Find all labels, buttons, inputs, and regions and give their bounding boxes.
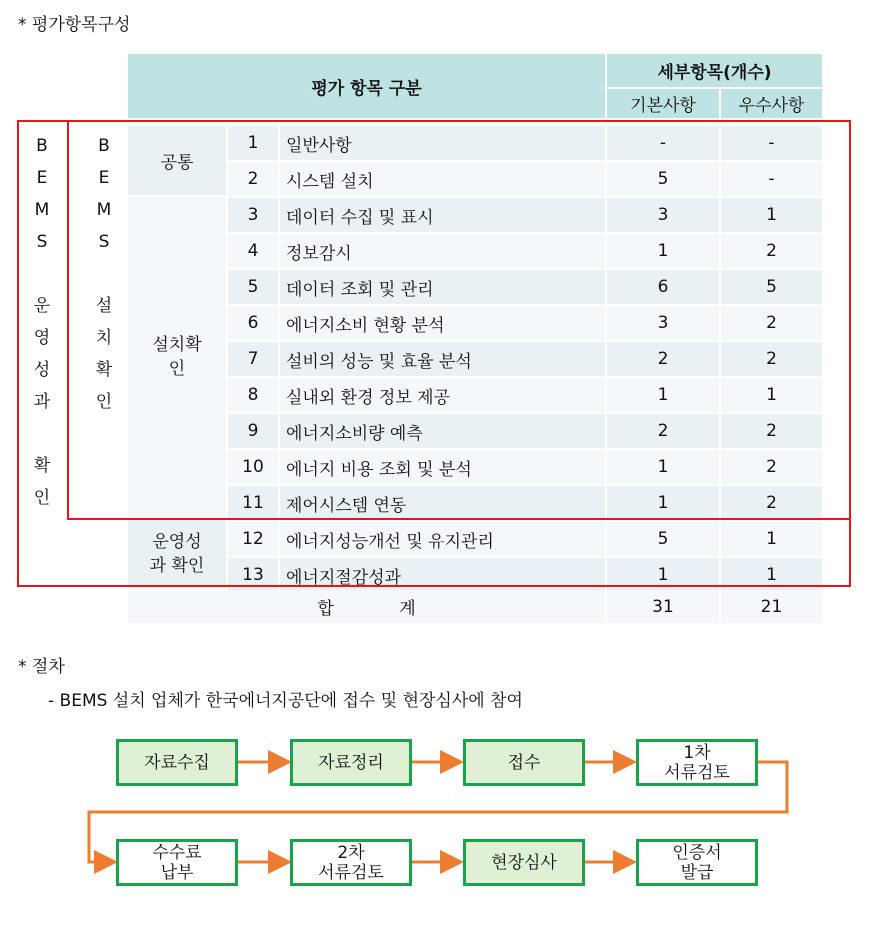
group_inner-char: M <box>96 200 112 220</box>
step-certificate-issue <box>636 839 758 886</box>
group_outer-char: 성 <box>33 360 51 380</box>
row-item: 에너지성능개선 및 유지관리 <box>280 522 605 556</box>
row-number: 1 <box>228 126 278 160</box>
header-basic: 기본사항 <box>607 89 719 118</box>
step-data-collection <box>116 739 238 786</box>
step-certificate-issue-line1: 인증서 <box>672 842 722 863</box>
row-excellent-count: - <box>721 126 822 160</box>
total-label: 합 계 <box>128 590 605 623</box>
row-item: 실내외 환경 정보 제공 <box>280 378 605 412</box>
row-basic-count: 1 <box>607 558 719 592</box>
header-excellent: 우수사항 <box>721 89 822 118</box>
row-excellent-count: 2 <box>721 234 822 268</box>
category-install-line2: 인 <box>168 359 186 379</box>
row-excellent-count: 1 <box>721 558 822 592</box>
row-excellent-count: 2 <box>721 450 822 484</box>
row-number: 3 <box>228 198 278 232</box>
row-item: 정보감시 <box>280 234 605 268</box>
step-fee-payment-line2: 납부 <box>160 862 194 883</box>
step-fee-payment <box>116 839 238 886</box>
row-excellent-count: 2 <box>721 342 822 376</box>
row-number: 4 <box>228 234 278 268</box>
row-excellent-count: 1 <box>721 522 822 556</box>
group_outer-char: 영 <box>33 328 51 348</box>
row-basic-count: 3 <box>607 306 719 340</box>
row-basic-count: 6 <box>607 270 719 304</box>
row-item: 제어시스템 연동 <box>280 486 605 520</box>
row-number: 8 <box>228 378 278 412</box>
group_inner-char: 설 <box>95 296 113 316</box>
row-number: 10 <box>228 450 278 484</box>
row-number: 2 <box>228 162 278 196</box>
procedure-heading: * 절차 <box>18 657 65 677</box>
row-item: 에너지소비량 예측 <box>280 414 605 448</box>
step-first-review-line2: 서류검토 <box>664 762 730 783</box>
eval-heading: * 평가항목구성 <box>18 15 131 35</box>
row-basic-count: 1 <box>607 234 719 268</box>
row-excellent-count: 2 <box>721 414 822 448</box>
row-basic-count: 5 <box>607 162 719 196</box>
row-item: 데이터 조회 및 관리 <box>280 270 605 304</box>
row-basic-count: 1 <box>607 378 719 412</box>
row-excellent-count: - <box>721 162 822 196</box>
row-number: 9 <box>228 414 278 448</box>
row-item: 에너지절감성과 <box>280 558 605 592</box>
step-certificate-issue-line2: 발급 <box>680 862 714 883</box>
category-operation-line1: 운영성 <box>152 531 202 552</box>
row-number: 12 <box>228 522 278 556</box>
row-excellent-count: 5 <box>721 270 822 304</box>
group_outer-char: 과 <box>33 392 51 412</box>
row-basic-count: - <box>607 126 719 160</box>
group_inner-char: E <box>98 168 110 188</box>
group_inner-char: S <box>98 232 110 252</box>
row-number: 5 <box>228 270 278 304</box>
total-excellent: 21 <box>721 590 822 623</box>
row-item: 에너지 비용 조회 및 분석 <box>280 450 605 484</box>
step-submission-label: 접수 <box>507 752 541 773</box>
step-data-organize <box>290 739 412 786</box>
group_outer-char: 운 <box>33 296 51 316</box>
step-data-organize-label: 자료정리 <box>318 752 384 773</box>
row-item: 시스템 설치 <box>280 162 605 196</box>
step-second-review <box>290 839 412 886</box>
step-first-review <box>636 739 758 786</box>
row-item: 일반사항 <box>280 126 605 160</box>
row-excellent-count: 1 <box>721 198 822 232</box>
row-number: 11 <box>228 486 278 520</box>
row-number: 13 <box>228 558 278 592</box>
row-basic-count: 1 <box>607 450 719 484</box>
step-data-collection-label: 자료수집 <box>144 752 210 773</box>
group_inner-char: 치 <box>95 328 113 348</box>
step-submission <box>463 739 585 786</box>
row-basic-count: 5 <box>607 522 719 556</box>
category-operation-line2: 과 확인 <box>149 555 205 576</box>
group_outer-char: 인 <box>33 488 51 508</box>
procedure-note: - BEMS 설치 업체가 한국에너지공단에 접수 및 현장심사에 참여 <box>48 691 523 711</box>
group_inner-char: 인 <box>95 392 113 412</box>
row-basic-count: 2 <box>607 414 719 448</box>
header-detail-count: 세부항목(개수) <box>607 54 822 87</box>
category-install-line1: 설치확 <box>152 335 202 355</box>
row-excellent-count: 2 <box>721 486 822 520</box>
step-second-review-line2: 서류검토 <box>318 862 384 883</box>
group_outer-char: M <box>34 200 50 220</box>
group_outer-char: E <box>36 168 48 188</box>
row-excellent-count: 2 <box>721 306 822 340</box>
step-site-inspection-label: 현장심사 <box>491 852 557 873</box>
group_inner-char: 확 <box>95 360 113 380</box>
row-item: 설비의 성능 및 효율 분석 <box>280 342 605 376</box>
group_outer-char: 확 <box>33 456 51 476</box>
total-basic: 31 <box>607 590 719 623</box>
category-common-label: 공통 <box>160 153 194 173</box>
step-second-review-line1: 2차 <box>337 842 365 863</box>
row-item: 데이터 수집 및 표시 <box>280 198 605 232</box>
row-number: 7 <box>228 342 278 376</box>
group_inner-char: B <box>98 136 110 156</box>
step-first-review-line1: 1차 <box>683 742 711 763</box>
header-evaluation-category: 평가 항목 구분 <box>128 54 605 118</box>
row-basic-count: 3 <box>607 198 719 232</box>
row-excellent-count: 1 <box>721 378 822 412</box>
group_outer-char: B <box>36 136 48 156</box>
step-fee-payment-line1: 수수료 <box>152 842 202 863</box>
row-basic-count: 2 <box>607 342 719 376</box>
row-basic-count: 1 <box>607 486 719 520</box>
row-number: 6 <box>228 306 278 340</box>
inner-highlight-box <box>67 120 851 520</box>
step-site-inspection <box>463 839 585 886</box>
row-item: 에너지소비 현황 분석 <box>280 306 605 340</box>
group_outer-char: S <box>36 232 48 252</box>
